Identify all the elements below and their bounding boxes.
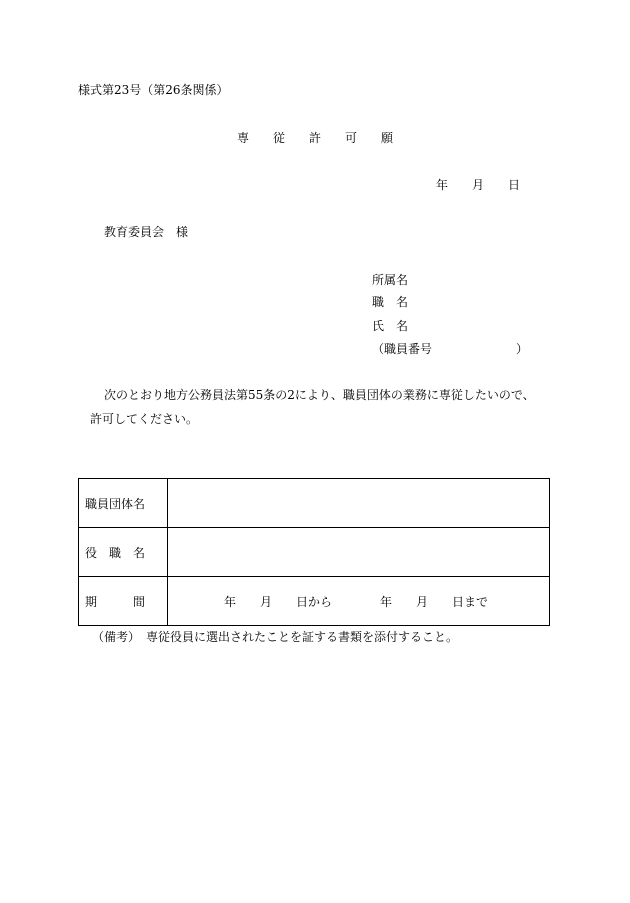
position-label: 職 名 [372, 295, 409, 309]
name-label: 氏 名 [372, 319, 409, 333]
employee-number-label: （職員番号 ） [372, 342, 529, 356]
affiliation-label: 所属名 [372, 273, 409, 287]
body-text-line-2: 許可してください。 [90, 412, 199, 426]
organization-name-label: 職員団体名 [79, 479, 168, 528]
document-title: 専 従 許 可 願 [237, 131, 394, 145]
period-label: 期 間 [79, 577, 168, 626]
form-number-label: 様式第23号（第26条関係） [78, 83, 229, 97]
table-row-organization [79, 479, 550, 528]
date-line: 年 月 日 [436, 178, 521, 192]
application-table [78, 478, 550, 626]
remarks-note: （備考） 専従役員に選出されたことを証する書類を添付すること。 [92, 630, 459, 644]
period-field[interactable]: 年 月 日から 年 月 日まで [168, 577, 550, 626]
addressee: 教育委員会 様 [104, 225, 189, 239]
table-row-period [79, 577, 550, 626]
table-row-position [79, 528, 550, 577]
officer-position-field[interactable] [168, 528, 550, 577]
officer-position-label: 役 職 名 [79, 528, 168, 577]
body-text-line-1: 次のとおり地方公務員法第55条の2により、職員団体の業務に専従したいので、 [104, 388, 535, 402]
organization-name-field[interactable] [168, 479, 550, 528]
